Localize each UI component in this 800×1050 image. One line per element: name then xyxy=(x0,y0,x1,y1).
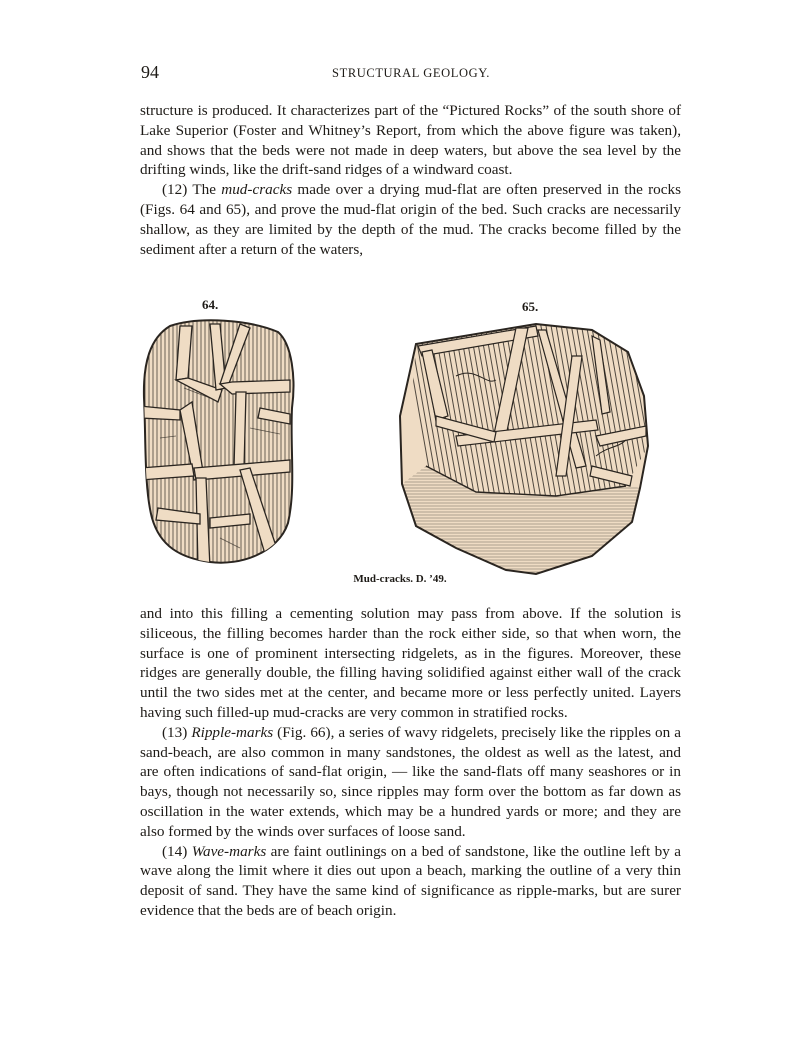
paragraph-filling: and into this filling a cementing solution may pass from above. If the solution is siliceous, the filling becomes harder than the rock either side, so that when worn, the surface is one of prominent intersecting ridgelets, as in the figures. Moreover, these ridges are generally double, the filling having solidified against either wall of the crack until the two sides met at the center, and became more or less perfectly united. Layers having such filled-up mud-cracks are very common in stratified rocks. xyxy=(140,605,681,721)
body-text-top xyxy=(140,101,681,259)
page-header xyxy=(141,62,681,84)
section-lead: (13) xyxy=(162,723,192,741)
body-text-bottom xyxy=(140,604,681,921)
paragraph-text: are faint outlinings on a bed of sandstone, like the outline left by a wave along the limit where it dies out upon a beach, marking the outline of a very thin deposit of sand. They have the same kind of significance as ripple-marks, but are surer evidence that the beds are of beach origin. xyxy=(140,842,681,919)
page-number: 94 xyxy=(141,62,159,82)
paragraph-text: (Fig. 66), a series of wavy ridgelets, precisely like the ripples on a sand-beach, are also common in many sandstones, the oldest as well as the latest, and are often indications of sand-flat origin, — like the sand-flats off many seashores or in bays, though not necessarily so, since ripples may form over the bottom as far down as oscillation in the water extends, which may be a hundred yards or more; and they are also formed by the winds over surfaces of loose sand. xyxy=(140,723,681,840)
figure-caption: Mud-cracks. D. ’49. xyxy=(353,573,447,585)
figure-64-label: 64. xyxy=(202,297,219,312)
figure-64-illustration xyxy=(140,318,300,568)
section-lead: (14) xyxy=(162,842,192,860)
term-wave-marks: Wave-marks xyxy=(191,842,267,860)
paragraph-mud-cracks xyxy=(140,180,681,259)
term-mud-cracks: mud-cracks xyxy=(221,181,293,199)
figure-65-label: 65. xyxy=(522,299,539,314)
paragraph-ripple-marks xyxy=(140,723,681,842)
paragraph-text: made over a drying mud-flat are often preserved in the rocks (Figs. 64 and 65), and prove the mud-flat origin of the bed. Such cracks are necessarily shallow, as they are limited by the depth of the mud. The cracks become filled by the sediment after a return of the waters, xyxy=(140,181,682,258)
term-ripple-marks: Ripple-marks xyxy=(191,723,274,741)
paragraph-continued: structure is produced. It characterizes part of the “Pictured Rocks” of the south shore of Lake Superior (Foster and Whitney’s Report, from which the above figure was taken), and shows that the beds were not made in deep waters, but above the sea level by the drifting winds, like the drift-sand ridges of a windward coast. xyxy=(140,102,681,179)
section-lead: (12) The xyxy=(162,181,222,199)
paragraph-wave-marks xyxy=(140,842,681,921)
running-head: STRUCTURAL GEOLOGY. xyxy=(332,66,490,80)
figure-65-illustration xyxy=(396,316,666,578)
